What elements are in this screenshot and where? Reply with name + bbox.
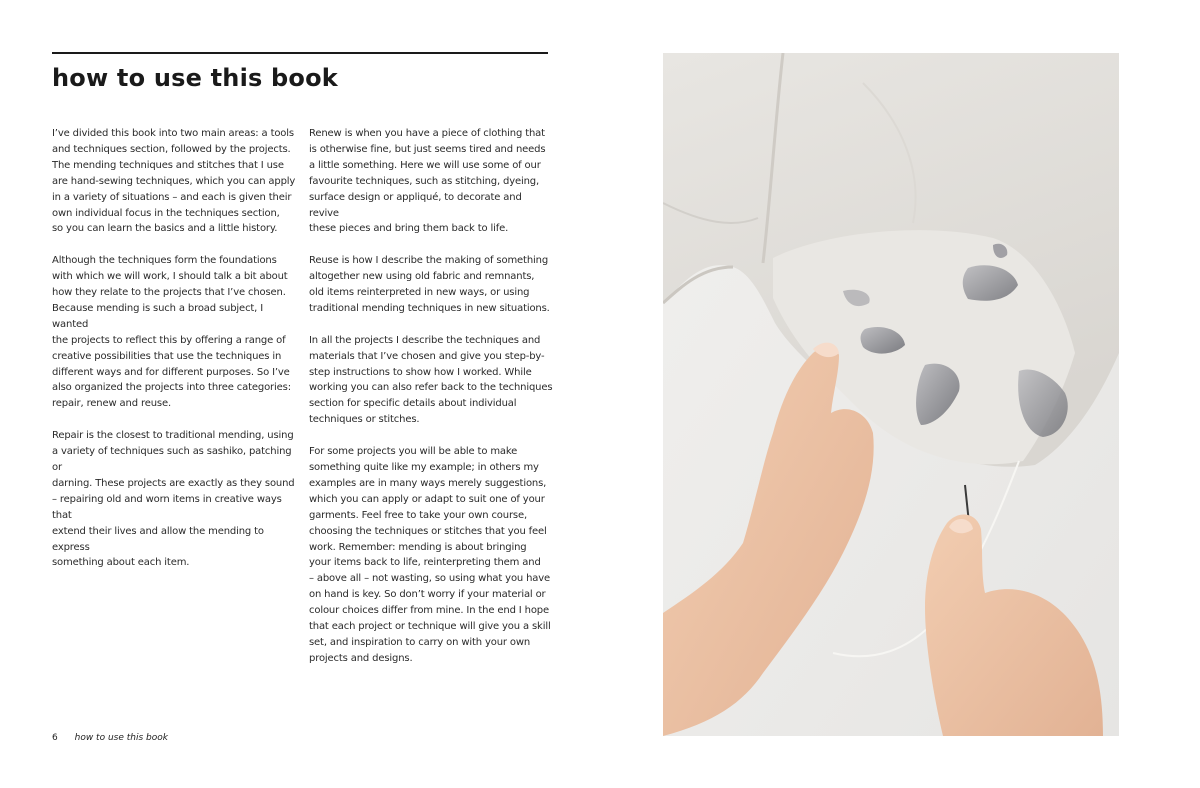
heading-rule [52, 52, 548, 54]
paragraph-reuse: Reuse is how I describe the making of something altogether new using old fabric and remnants, old items reinterpreted in new ways, or using traditional mending techniques in new situations. [309, 255, 550, 314]
page-footer [52, 733, 168, 743]
paragraph-repair: Repair is the closest to traditional mending, using a variety of techniques such as sashiko, patching or darning. These projects are exactly as they sound – repairing old and worn items in creative ways that extend their lives and allow the mending to express something about each item. [52, 430, 295, 569]
paragraph-intro: I’ve divided this book into two main areas: a tools and techniques section, followed by the projects. The mending techniques and stitches that I use are hand-sewing techniques, which you can apply in a variety of situations – and each is given their own individual focus in the techniques section, so you can learn the basics and a little history. [52, 128, 296, 235]
paragraph-projects: In all the projects I describe the techniques and materials that I’ve chosen and give you step-by- step instructions to show how I worked. While working you can also refer back to the techniques section for specific details about individual techniques or stitches. [309, 334, 553, 426]
paragraph-foundations: Although the techniques form the foundations with which we will work, I should talk a bit about how they relate to the projects that I’ve chosen. Because mending is such a broad subject, I wanted the projects to reflect this by offering a range of creative possibilities that use the techniques in different ways and for different purposes. So I’ve also organized the projects into three categories: repair, renew and reuse. [52, 255, 291, 410]
paragraph-renew: Renew is when you have a piece of clothing that is otherwise fine, but just seems tired and needs a little something. Here we will use some of our favourite techniques, such as stitching, dyeing, surface design or appliqué, to decorate and revive these pieces and bring them back to life. [309, 128, 546, 235]
paragraph-suggestions: For some projects you will be able to make something quite like my example; in others my examples are in many ways merely suggestions, which you can apply or adapt to suit one of your garments. Feel free to take your own course, choosing the techniques or stitches that you feel work. Remember: mending is about bringing your items back to life, reinterpreting them and – above all – not wasting, so using what you have on hand is key. So don’t worry if your material or colour choices differ from mine. In the end I hope that each project or technique will give you a skill set, and inspiration to carry on with your own projects and designs. [309, 446, 551, 664]
page-number: 6 [52, 733, 58, 743]
page-title: how to use this book [52, 64, 338, 92]
mending-photo [663, 53, 1119, 736]
body-column-right [309, 126, 554, 667]
body-column-left [52, 126, 297, 571]
running-title: how to use this book [74, 733, 168, 743]
